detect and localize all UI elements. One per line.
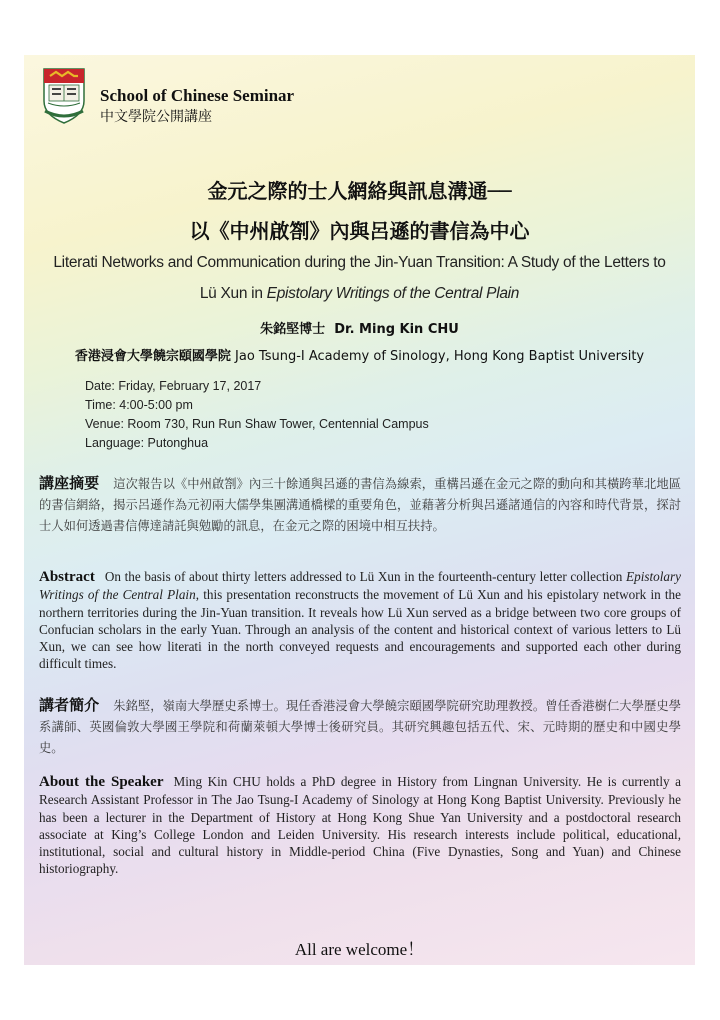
abstract-chinese [39, 473, 681, 537]
speaker-bio-english-heading: About the Speaker [39, 774, 164, 790]
event-time: Time: 4:00-5:00 pm [85, 398, 193, 412]
abstract-english-body-end: , this presentation reconstructs the movement of Lü Xun and his epistolary network in the northern territories during the Jin-Yuan transition. It reveals how Lü Xun served as a bridge between two core groups of Confucian scholars in the early Yuan. Through an analysis of the content and historical context of various letters to Lü Xun, we can see how literati in the north conveyed requests and encouragements and supported each other during difficult times. [39, 587, 682, 672]
abstract-english-body-start: On the basis of about thirty letters addressed to Lü Xun in the fourteenth-century letter collection [104, 569, 627, 584]
speaker-affiliation [24, 345, 695, 364]
speaker-bio-english [39, 773, 681, 878]
organizer-chinese: 中文學院公開講座 [100, 109, 212, 125]
speaker-bio-chinese-heading: 講者簡介 [39, 696, 100, 714]
affiliation-chinese: 香港浸會大學饒宗頤國學院 [74, 349, 231, 364]
seminar-poster [24, 55, 695, 965]
university-crest-logo [42, 67, 86, 125]
title-english-line-2 [24, 285, 695, 303]
event-venue: Venue: Room 730, Run Run Shaw Tower, Centennial Campus [85, 417, 429, 431]
organizer-block [100, 67, 294, 127]
speaker-bio-chinese [39, 695, 681, 759]
poster-header [42, 67, 294, 127]
organizer-english: School of Chinese Seminar [100, 86, 295, 105]
title-english-line-1: Literati Networks and Communication during the Jin-Yuan Transition: A Study of the Letters to [53, 254, 666, 271]
title-english-book: Epistolary Writings of the Central Plain [266, 285, 520, 302]
speaker-name-chinese: 朱銘堅博士 [260, 322, 326, 337]
event-date: Date: Friday, February 17, 2017 [85, 379, 262, 393]
affiliation-english: Jao Tsung-I Academy of Sinology, Hong Kong Baptist University [235, 349, 645, 364]
event-details [85, 377, 429, 453]
abstract-chinese-heading: 講座摘要 [39, 474, 100, 492]
welcome-message: All are welcome！ [294, 940, 425, 959]
speaker-bio-english-body: Ming Kin CHU holds a PhD degree in History from Lingnan University. He is currently a Research Assistant Professor in The Jao Tsung-I Academy of Sinology at Hong Kong Baptist University. Previously he has been a lecturer in the Department of History at Hong Kong Shue Yan University and a postdoctoral research associate at King’s College London and Leiden University. His research interests include political, educational, institutional, social and cultural history in Middle-period China (Five Dynasties, Song and Yuan) and Chinese historiography. [39, 774, 681, 877]
speaker-bio-chinese-body: 朱銘堅，嶺南大學歷史系博士。現任香港浸會大學饒宗頤國學院研究助理教授。曾任香港樹仁大學歷史學系講師、英國倫敦大學國王學院和荷蘭萊頓大學博士後研究員。其研究興趣包括五代、宋、元時期的歷史和中國史學史。 [39, 699, 681, 755]
title-chinese-line-1: 金元之際的士人網絡與訊息溝通── [207, 179, 512, 203]
title-english-line-2-prefix: Lü Xun in [199, 285, 267, 302]
abstract-english-book: Epistolary Writings of the Central Plain [39, 569, 681, 603]
abstract-english [39, 568, 681, 673]
event-language: Language: Putonghua [85, 436, 209, 450]
speaker-name [24, 318, 695, 337]
speaker-name-english: Dr. Ming Kin CHU [334, 322, 459, 337]
abstract-chinese-body: 這次報告以《中州啟劄》內三十餘通與呂遜的書信為線索，重構呂遜在金元之際的動向和其橫跨華北地區的書信網絡，揭示呂遜作為元初兩大儒學集團溝通橋樑的重要角色，並藉著分析與呂遜諸通信的內容和時代背景，探討士人如何透過書信傳達請託與勉勵的訊息，在金元之際的困境中相互扶持。 [39, 477, 681, 533]
title-chinese-line-2: 以《中州啟劄》內與呂遜的書信為中心 [189, 219, 530, 243]
abstract-english-heading: Abstract [39, 569, 95, 585]
